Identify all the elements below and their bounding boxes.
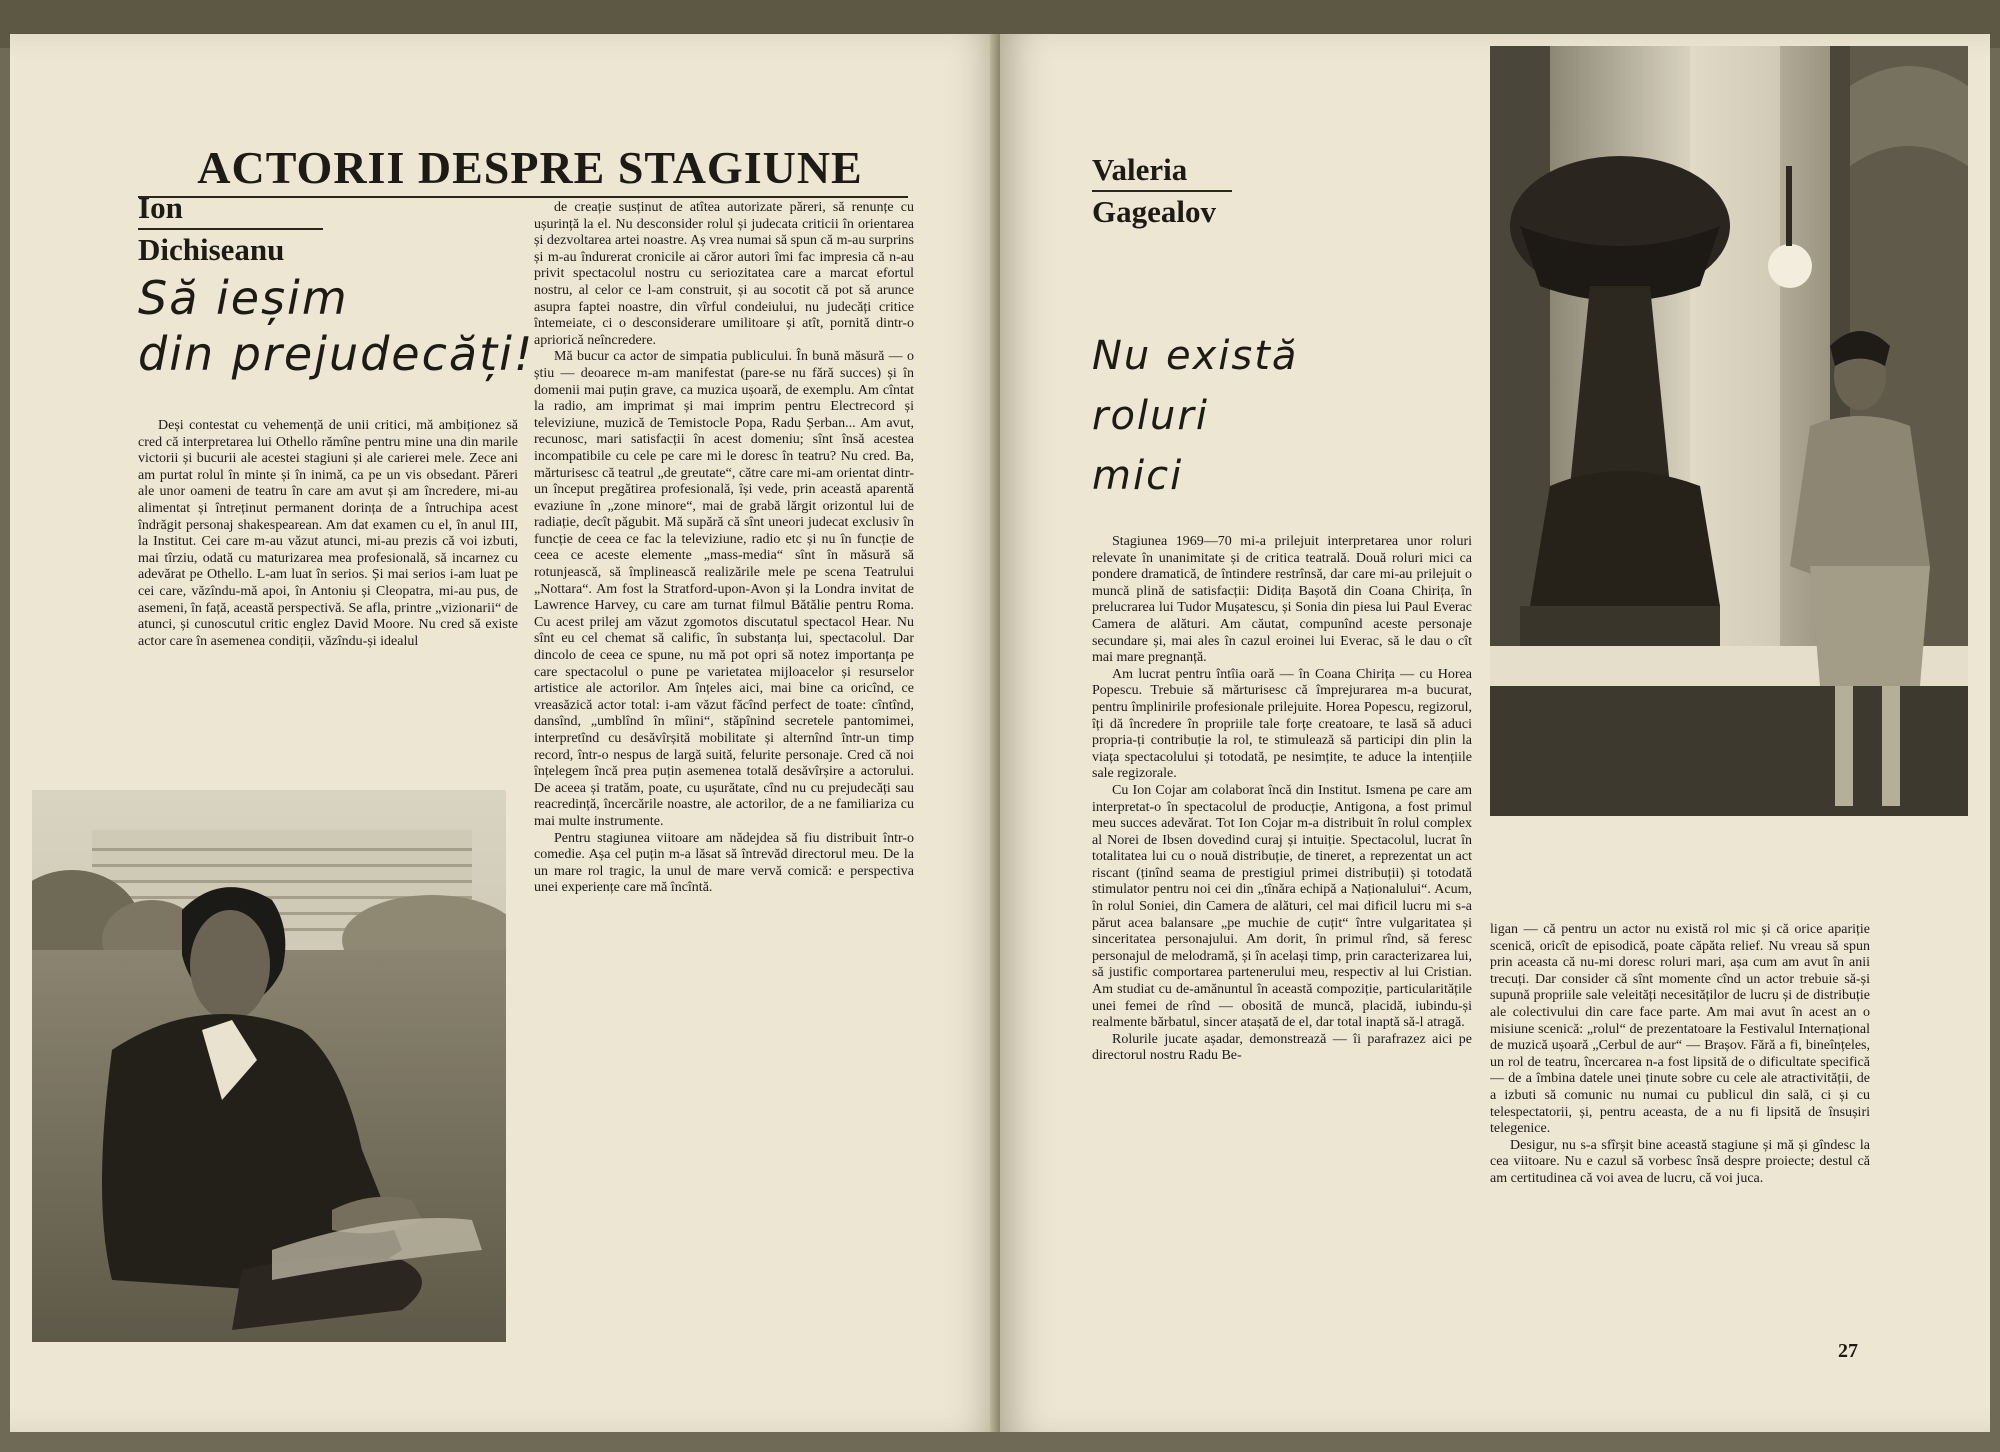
subtitle-line-1: Să ieșim bbox=[138, 271, 349, 325]
article-column-2 bbox=[1490, 922, 1870, 1354]
article-column-1 bbox=[138, 418, 518, 792]
author-first-name: Ion bbox=[138, 190, 183, 225]
author-name-gagealov bbox=[1092, 152, 1232, 230]
subtitle-line-2: roluri bbox=[1092, 393, 1209, 439]
page-number: 27 bbox=[1838, 1340, 1858, 1362]
actress-photo-gagealov bbox=[1490, 46, 1968, 816]
author-last-name: Dichiseanu bbox=[138, 231, 285, 267]
subtitle-line-1: Nu există bbox=[1092, 333, 1299, 379]
article-subtitle-left bbox=[138, 270, 534, 382]
paragraph: Stagiunea 1969—70 mi-a prilejuit interpretarea unor roluri relevate în unanimitate și de critica teatrală. Două roluri mici ca pondere dramatică, de întindere restrînsă, dar care mi-au prilejuit o muncă plină de satisfacții: Didița Bașotă din Coana Chirița, în prelucrarea lui Tudor Mușatescu, și Sonia din piesa lui Paul Everac Camera de alături. Am căutat, compunînd aceste personaje secundare și, mai ales în cazul eroinei lui Everac, să le dau o cît mai mare pregnanță. bbox=[1092, 534, 1472, 666]
paragraph: Mă bucur ca actor de simpatia publicului. În bună măsură — o știu — deoarece m-am manifestat (pare-se nu fără succes) și în domenii mai puțin grave, ca muzica ușoară, de exemplu. Am cîntat la radio, am imprimat și mai imprim pentru Electrecord și televiziune, muzică de Temistocle Popa, Radu Șerban... Am avut, recunosc, mari satisfacții în acest domeniu; sînt însă acestea incompatibile cu cele pe care mi le doresc în teatru? Nu cred. Ba, mărturisesc că teatrul „de greutate“, către care mi-am orientat dintr-un început pregătirea profesională, își vede, prin această aparentă evaziune în „zone minore“, mai de grabă lărgit orizontul lui de radiație, decît păgubit. Mă supără că sînt uneori judecat exclusiv în funcție de ceea ce fac la televiziune, radio etc și nu în funcție de ceea ce aceste elemente „mass-media“ sînt în măsură să rotunjească, să împlinească realizările mele pe scena Teatrului „Nottara“. Am fost la Stratford-upon-Avon și la Londra invitat de Lawrence Harvey, cu care am turnat filmul Bătălie pentru Roma. Cu acest prilej am văzut zgomotos discutatul spectacol Hear. Nu sînt eu cel chemat să calific, în substanța lui, spectacolul. Dar dincolo de ceea ce spune, nu mă pot opri să notez importanța pe care spectacolul o pune pe varietatea mijloacelor și resurselor artistice ale actorilor. Am înțeles aici, mai bine ca oricînd, ce vreasăzică actor total: i-am văzut făcînd perfect de toate: cîntînd, dansînd, „umblînd în mîini“, stăpînind secretele pantomimei, interpretînd cu desăvîrșită mobilitate și alternînd într-un timp record, într-o nespus de largă suită, felurite personaje. Cred că noi înțelegem încă prea puțin asemenea totală desăvîrșire a actorului. De aceea și tratăm, poate, cu ușurătate, cînd nu cu prejudecăți sau reacredință, încercările noastre, ale actorilor, de a ne familiariza cu mai multe instrumente. bbox=[534, 349, 914, 829]
article-column-2 bbox=[534, 200, 914, 1350]
article-subtitle-right bbox=[1092, 326, 1298, 506]
paragraph: ligan — că pentru un actor nu există rol mic și că orice apariție scenică, oricît de episodică, poate căpăta relief. Nu vreau să spun prin aceasta că nu-mi doresc roluri mari, așa cum am avut în anii trecuți. Dar consider că sînt momente cînd un actor trebuie să-și supună propriile sale veleități necesităților de lucru și de distribuție ale colectivului din care face parte. Am mai avut în acest an o misiune scenică: „rolul“ de prezentatoare la Festivalul Internațional de muzică ușoară „Cerbul de aur“ — Brașov. Fără a fi, bineînțeles, un rol de teatru, încercarea n-a fost lipsită de o dificultate specifică — de a îmbina datele unei ținute sobre cu cele ale atractivității, de a izbuti să comunic nu numai cu publicul din sală, ci și cu telespectatorii, și, pentru aceasta, de a nu fi lipsită de însușiri telegenice. bbox=[1490, 922, 1870, 1137]
subtitle-line-3: mici bbox=[1092, 453, 1184, 499]
paragraph: Pentru stagiunea viitoare am nădejdea să fiu distribuit într-o comedie. Așa cel puțin m-a lăsat să întrevăd directorul meu. De la un mare rol tragic, la unul de mare vervă comică: e perspectiva unei experiențe care mă încîntă. bbox=[534, 830, 914, 896]
author-rule bbox=[138, 228, 323, 230]
paragraph: Rolurile jucate așadar, demonstrează — îi parafrazez aici pe directorul nostru Radu Be- bbox=[1092, 1031, 1472, 1064]
author-name-dichiseanu bbox=[138, 190, 323, 268]
paragraph: Cu Ion Cojar am colaborat încă din Institut. Ismena pe care am interpretat-o în spectacolul de producție, Antigona, a fost primul meu succes adevărat. Tot Ion Cojar m-a distribuit în rolul complex al Norei de Ibsen dovedind curaj și intuiție. Spectacolul, lucrat în totalitatea lui cu o nouă distribuție, de tineret, a reprezentat un act riscant (ținînd seama de prestigiul primei distribuții) și totodată stimulator pentru noi cei din „tînăra echipă a Naționalului“. Acum, în rolul Soniei, din Camera de alături, cel mai dificil lucru mi s-a părut acea balansare „pe muchie de cuțit“ între vulgaritatea și sinceritatea personajului. Am dorit, în primul rînd, să feresc personajul de melodramă, și în același timp, prin caracterizarea lui, să justific comportarea partenerului meu, respectiv al lui Cristian. Am studiat cu de-amănuntul în această compoziție, particularitățile unei femei de rînd — obosită de muncă, placidă, iubindu-și realmente bărbatul, sincer atașată de el, dar total inaptă să-l atragă. bbox=[1092, 782, 1472, 1031]
paragraph: Am lucrat pentru întîia oară — în Coana Chirița — cu Horea Popescu. Trebuie să mărturisesc că împrejurarea m-a bucurat, pentru împlinirile profesionale prilejuite. Horea Popescu, regizorul, îți dă încredere în propriile tale forțe creatoare, te lasă să aduci propria-ți contribuție la rol, te stimulează să participi din plin la viața spectacolului și totodată, pe nesimțite, te aduce la intențiile sale regizorale. bbox=[1092, 666, 1472, 782]
article-column-1 bbox=[1092, 534, 1472, 1354]
subtitle-line-2: din prejudecăți! bbox=[138, 327, 535, 381]
paragraph: de creație susținut de atîtea autorizate păreri, să renunțe cu ușurință la el. Nu desconsider rolul și judecata criticii în orientarea și dezvoltarea artei noastre. Aș vrea numai să spun că m-au surprins și m-au îndurerat cronicile ai căror autori îmi fac impresia că n-au privit spectacolul nostru cu seriozitatea care a marcat efortul nostru, al celor ce l-am construit, și au socotit că pot să arunce asupra faptei noastre, din vîrful condeiului, nu judecăți critice întemeiate, ci o desconsiderare umilitoare și atît, pornită dintr-o aprioricǎ neîncredere. bbox=[534, 200, 914, 348]
paragraph: Desigur, nu s-a sfîrșit bine această stagiune și mă și gîndesc la cea viitoare. Nu e cazul să vorbesc însă despre proiecte; destul că am certitudinea că voi avea de lucru, că voi juca. bbox=[1490, 1137, 1870, 1186]
page-headline: ACTORII DESPRE STAGIUNE bbox=[197, 142, 863, 193]
author-first-name: Valeria bbox=[1092, 152, 1188, 187]
author-last-name: Gagealov bbox=[1092, 193, 1216, 229]
left-page bbox=[10, 34, 1000, 1432]
actor-photo-dichiseanu bbox=[32, 790, 506, 1342]
right-page bbox=[1000, 34, 1990, 1432]
author-rule bbox=[1092, 190, 1232, 192]
paragraph: Deși contestat cu vehemență de unii critici, mă ambiționez să cred că interpretarea lui Othello rămîne pentru mine una din marile victorii și bucurii ale acestei stagiuni și ale carierei mele. Zece ani am purtat rolul în minte și în inimă, ca pe un vis obsedant. Păreri ale unor oameni de teatru în care am avut și am încredere, mi-au alimentat și întreținut permanent dorința de a întruchipa acest îndrăgit personaj shakespearean. Am dat examen cu el, în anul III, la Institut. Cei care m-au văzut atunci, mi-au prezis că voi izbuti, mai tîrziu, odată cu maturizarea mea profesională, să incarnez cu adevărat pe Othello. L-am luat în serios. Și mai serios i-am luat pe cei care, văzîndu-mă apoi, în Antoniu și Cleopatra, mi-au pus, de asemeni, în față, această perspectivă. Se afla, printre „vizionarii“ de atunci, și cunoscutul critic englez David Moore. Nu cred să existe actor care în asemenea condiții, văzîndu-și idealul bbox=[138, 418, 518, 649]
